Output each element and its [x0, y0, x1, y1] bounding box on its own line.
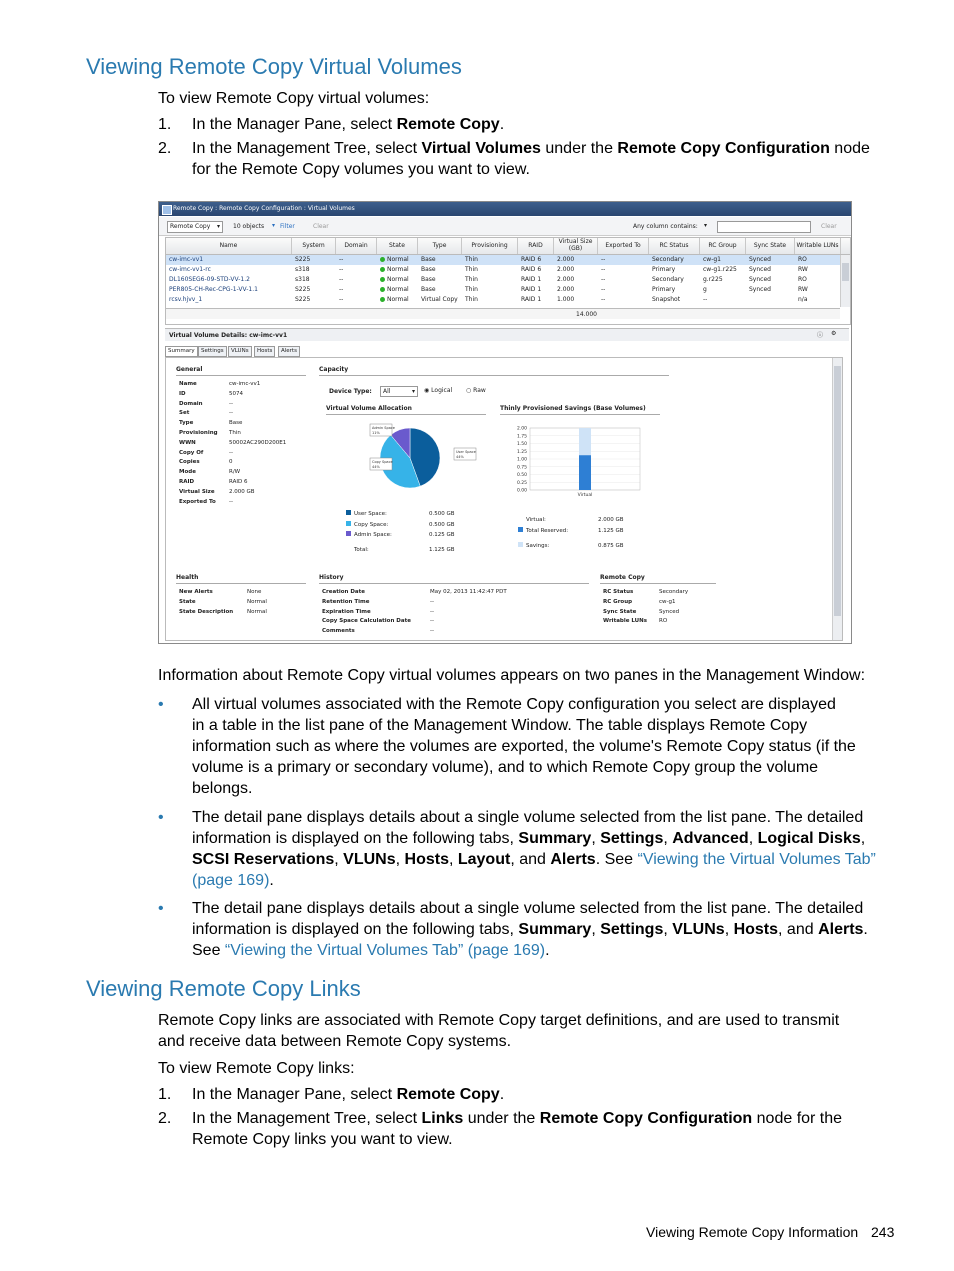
- device-type-label: Device Type:: [329, 388, 372, 395]
- page-number: 243: [871, 1224, 895, 1240]
- tab-vluns[interactable]: VLUNs: [228, 346, 252, 357]
- col-state[interactable]: State: [377, 238, 418, 254]
- table-cell: RW: [798, 266, 808, 273]
- table-cell: cw-g1: [703, 256, 721, 263]
- status-ok-icon: [380, 297, 385, 302]
- clear-search-button[interactable]: Clear: [821, 223, 837, 230]
- table-cell: Normal: [380, 255, 409, 265]
- table-cell: RAID 6: [521, 266, 542, 273]
- window-title: Remote Copy : Remote Copy Configuration : Virtual Volumes: [173, 205, 355, 212]
- detail-field: [322, 598, 434, 608]
- table-cell: Normal: [380, 265, 409, 275]
- table-cell: n/a: [798, 296, 808, 303]
- vva-heading: Virtual Volume Allocation: [326, 405, 486, 415]
- volume-table: [165, 237, 851, 325]
- table-row[interactable]: [166, 265, 840, 275]
- management-window-screenshot: [158, 201, 852, 644]
- table-cell: RAID 1: [521, 286, 542, 293]
- table-cell: 2.000: [557, 266, 575, 273]
- table-cell: RAID 1: [521, 276, 542, 283]
- legend-label: User Space:: [354, 511, 387, 517]
- table-cell: rcsv.hjvv_1: [169, 296, 203, 303]
- bullet-3: The detail pane displays details about a single volume selected from the list pane. The detailed information is displayed on the following tabs, Summary, Settings, VLUNs, Hosts, and Alerts. See “Viewing the Virtual Volumes Tab” (page 169).: [192, 900, 868, 959]
- vv-intro: To view Remote Copy virtual volumes:: [158, 90, 430, 107]
- y-tick-label: 1.25: [516, 449, 527, 455]
- field-value: --: [229, 449, 233, 456]
- bar-segment: [579, 428, 591, 455]
- general-heading: General: [176, 366, 306, 376]
- table-cell: --: [601, 266, 606, 273]
- capacity-heading: Capacity: [319, 366, 669, 376]
- field-label: Virtual Size: [179, 488, 215, 495]
- step-number: 2.: [158, 1110, 172, 1127]
- table-cell: --: [601, 286, 606, 293]
- table-cell: Base: [421, 276, 436, 283]
- table-cell: s318: [295, 276, 310, 283]
- settings-icon[interactable]: ⚙: [831, 330, 837, 337]
- table-cell: Primary: [652, 266, 676, 273]
- legend-label: Total Reserved:: [526, 527, 569, 534]
- table-cell: --: [601, 276, 606, 283]
- tps-heading: Thinly Provisioned Savings (Base Volumes): [500, 405, 660, 415]
- bullet-icon: •: [158, 696, 164, 713]
- y-tick-label: 0.25: [516, 480, 527, 486]
- table-cell: Thin: [465, 286, 478, 293]
- table-cell: Base: [421, 256, 436, 263]
- field-value: --: [430, 598, 434, 605]
- bullet-2: The detail pane displays details about a single volume selected from the list pane. The detailed information is displayed on the following tabs, Summary, Settings, Advanced, Logical Disks, SCSI Reservations, VLUNs, Hosts, Layout, and Alerts. See “Viewing the Virtual Volumes Tab” (page 169).: [192, 809, 876, 889]
- search-input[interactable]: [717, 221, 811, 233]
- tab-summary[interactable]: Summary: [165, 346, 198, 357]
- field-label: RC Status: [603, 589, 634, 595]
- legend-swatch: [346, 510, 351, 515]
- detail-field: [179, 380, 260, 390]
- field-label: Copies: [179, 459, 200, 466]
- history-heading: History: [319, 574, 589, 584]
- table-body: [166, 255, 840, 307]
- legend-swatch: [346, 521, 351, 526]
- field-label: Creation Date: [322, 589, 365, 595]
- col-virtual-size[interactable]: Virtual Size (GB): [554, 238, 598, 254]
- links-intro: To view Remote Copy links:: [158, 1060, 355, 1077]
- field-value: Thin: [229, 430, 241, 436]
- table-cell: --: [339, 286, 344, 293]
- app-icon: [162, 205, 172, 215]
- table-cell: Normal: [380, 285, 409, 295]
- chevron-down-icon: ▾: [216, 223, 220, 230]
- field-value: 2.000 GB: [229, 488, 255, 495]
- field-label: Sync State: [603, 608, 637, 615]
- legend-value: 0.500 GB: [429, 511, 455, 517]
- detail-field: [179, 498, 233, 508]
- detail-content: [165, 357, 843, 641]
- legend-swatch: [518, 542, 523, 547]
- field-value: cw-g1: [659, 598, 676, 605]
- y-tick-label: 1.00: [516, 457, 527, 463]
- legend-value: 1.125 GB: [598, 527, 624, 534]
- detail-field: [179, 429, 241, 439]
- detail-field: [322, 608, 434, 618]
- clear-button[interactable]: Clear: [313, 223, 329, 230]
- detail-tabs: [165, 346, 825, 357]
- table-cell: --: [339, 296, 344, 303]
- field-value: Base: [229, 420, 243, 427]
- field-label: Name: [179, 381, 197, 387]
- pie-callout-label: 11%: [372, 431, 380, 435]
- table-cell: RO: [798, 256, 807, 263]
- y-tick-label: 1.50: [516, 442, 527, 447]
- legend-label: Savings:: [526, 543, 550, 549]
- pie-callout-label: Copy Space: [372, 460, 393, 464]
- table-cell: --: [339, 256, 344, 263]
- legend-label: Admin Space:: [354, 532, 392, 538]
- pie-callout-label: Admin Space: [372, 426, 395, 430]
- detail-scrollbar[interactable]: [832, 358, 842, 640]
- vv-step-1: In the Manager Pane, select Remote Copy.: [192, 116, 505, 133]
- detail-field: [179, 588, 261, 598]
- y-tick-label: 0.00: [516, 488, 527, 494]
- view-dropdown[interactable]: Remote Copy ▾: [167, 221, 223, 233]
- legend-swatch: [518, 527, 523, 532]
- vv-step-2: In the Management Tree, select Virtual Volumes under the Remote Copy Configuration node for the Remote Copy volumes you want to view.: [192, 140, 870, 178]
- col-system[interactable]: System: [292, 238, 336, 254]
- detail-field: [603, 598, 676, 608]
- field-label: Copy Of: [179, 449, 204, 456]
- table-cell: g.r225: [703, 276, 723, 283]
- legend-entry: [518, 527, 624, 537]
- scroll-thumb[interactable]: [834, 366, 841, 616]
- field-value: Normal: [247, 608, 267, 615]
- detail-field: [179, 400, 233, 410]
- field-label: Domain: [179, 400, 203, 407]
- status-ok-icon: [380, 277, 385, 282]
- detail-field: [179, 439, 286, 449]
- table-cell: s318: [295, 266, 310, 273]
- field-value: RAID 6: [229, 479, 248, 485]
- legend-label: Virtual:: [526, 517, 546, 523]
- col-domain[interactable]: Domain: [336, 238, 377, 254]
- col-rc-group[interactable]: RC Group: [700, 238, 746, 254]
- field-value: 5074: [229, 390, 243, 397]
- col-writable-luns[interactable]: Writable LUNs: [795, 238, 841, 254]
- object-count: 10 objects: [233, 223, 265, 230]
- step-number: 1.: [158, 1086, 172, 1103]
- table-cell: PER805-CH-Rec-CPG-1-VV-1.1: [169, 286, 258, 293]
- filter-button[interactable]: Filter: [280, 223, 295, 230]
- field-value: --: [229, 400, 233, 407]
- legend-label: Total:: [354, 546, 369, 553]
- table-cell: RO: [798, 276, 807, 283]
- detail-field: [322, 588, 507, 598]
- pie-callout-label: 44%: [456, 455, 464, 459]
- field-label: Writable LUNs: [603, 618, 648, 625]
- detail-title: Virtual Volume Details: cw-imc-vv1: [169, 332, 288, 339]
- field-value: cw-imc-vv1: [229, 381, 261, 387]
- col-raid[interactable]: RAID: [518, 238, 554, 254]
- detail-field: [179, 608, 267, 618]
- chevron-down-icon: ▾: [411, 388, 415, 395]
- section-title-links: Viewing Remote Copy Links: [86, 976, 361, 1001]
- x-tick-label: Virtual: [577, 493, 593, 498]
- table-cell: Secondary: [652, 276, 684, 283]
- field-label: Type: [179, 420, 194, 427]
- window-titlebar: [159, 202, 851, 216]
- table-cell: Snapshot: [652, 296, 681, 303]
- table-cell: RW: [798, 286, 808, 293]
- virtual-volumes-tab-link[interactable]: “Viewing the Virtual Volumes Tab”: [637, 851, 876, 868]
- detail-field: [179, 468, 240, 478]
- table-cell: cw-imc-vv1-rc: [169, 266, 211, 273]
- bullet-1: All virtual volumes associated with the Remote Copy configuration you select are displayed in a table in the list pane of the Management Window. The table displays Remote Copy information such as where the volumes are exported, the volume's Remote Copy status (if the volume is a primary or secondary volume), and to which Remote Copy group the volume belongs.: [192, 696, 856, 797]
- table-cell: --: [703, 296, 708, 303]
- bullet-icon: •: [158, 900, 164, 917]
- detail-field: [603, 608, 679, 618]
- table-header: [166, 238, 850, 255]
- table-cell: Base: [421, 286, 436, 293]
- filter-icon[interactable]: ▾: [272, 222, 276, 229]
- field-label: Provisioning: [179, 430, 218, 436]
- health-heading: Health: [176, 574, 306, 584]
- table-cell: Synced: [749, 286, 771, 293]
- col-sync-state[interactable]: Sync State: [746, 238, 795, 254]
- detail-field: [179, 409, 233, 419]
- legend-label: Copy Space:: [354, 521, 389, 528]
- field-value: R/W: [229, 469, 241, 476]
- table-cell: S225: [295, 296, 311, 303]
- table-cell: Synced: [749, 256, 771, 263]
- radio-logical[interactable]: ◉ Logical: [424, 387, 453, 394]
- col-type[interactable]: Type: [418, 238, 462, 254]
- table-cell: 1.000: [557, 296, 575, 303]
- allocation-pie-chart: [352, 418, 476, 498]
- field-value: 50002AC290D200E1: [229, 439, 287, 446]
- remote-copy-heading: Remote Copy: [600, 574, 716, 584]
- toolbar: [159, 217, 851, 236]
- table-cell: Base: [421, 266, 436, 273]
- col-rc-status[interactable]: RC Status: [649, 238, 700, 254]
- table-row[interactable]: [166, 295, 840, 305]
- col-exported-to[interactable]: Exported To: [598, 238, 649, 254]
- scroll-thumb[interactable]: [842, 263, 849, 281]
- y-tick-label: 2.00: [516, 426, 527, 432]
- field-value: Normal: [247, 598, 267, 605]
- field-label: Retention Time: [322, 598, 370, 605]
- field-label: Set: [179, 410, 190, 417]
- table-cell: 2.000: [557, 276, 575, 283]
- detail-field: [179, 390, 243, 400]
- field-label: Comments: [322, 628, 355, 635]
- detail-field: [603, 617, 667, 627]
- field-label: RAID: [179, 479, 195, 485]
- legend-swatch: [518, 516, 523, 521]
- legend-entry: [346, 510, 455, 520]
- bar-segment: [579, 455, 591, 490]
- tab-settings[interactable]: Settings: [198, 346, 227, 357]
- legend-value: 2.000 GB: [598, 517, 624, 523]
- field-label: WWN: [179, 439, 196, 446]
- field-value: --: [430, 608, 434, 615]
- detail-field: [179, 458, 233, 468]
- bullet-icon: •: [158, 809, 164, 826]
- table-cell: Synced: [749, 266, 771, 273]
- status-ok-icon: [380, 267, 385, 272]
- legend-value: 0.500 GB: [429, 521, 455, 528]
- step-number: 2.: [158, 140, 172, 157]
- total-virtual-size: 14.000: [576, 311, 597, 318]
- table-cell: DL160SEG6-09-STD-VV-1.2: [169, 276, 250, 283]
- field-label: Expiration Time: [322, 608, 371, 615]
- field-value: 0: [229, 459, 233, 466]
- step-number: 1.: [158, 116, 172, 133]
- table-cell: Virtual Copy: [421, 296, 458, 303]
- field-label: ID: [179, 390, 186, 397]
- device-type-select[interactable]: All ▾: [380, 386, 418, 397]
- table-cell: Thin: [465, 266, 478, 273]
- detail-field: [179, 598, 267, 608]
- field-value: --: [229, 410, 233, 417]
- savings-bar-chart: [500, 418, 680, 503]
- legend-entry: [518, 516, 624, 526]
- info-paragraph: Information about Remote Copy virtual volumes appears on two panes in the Management Window:: [158, 667, 866, 684]
- detail-field: [179, 488, 255, 498]
- field-value: --: [430, 628, 434, 635]
- links-paragraph: Remote Copy links are associated with Remote Copy target definitions, and are used to transmit and receive data between Remote Copy systems.: [158, 1012, 840, 1050]
- field-label: State Description: [179, 608, 234, 615]
- detail-field: [179, 419, 242, 429]
- field-label: New Alerts: [179, 589, 213, 595]
- radio-raw[interactable]: ○ Raw: [466, 387, 486, 394]
- field-label: Copy Space Calculation Date: [322, 618, 411, 625]
- virtual-volumes-tab-link[interactable]: “Viewing the Virtual Volumes Tab” (page 169): [224, 942, 546, 959]
- table-cell: cw-g1.r225: [703, 266, 737, 273]
- field-label: Exported To: [179, 498, 216, 505]
- pie-callout-label: 44%: [372, 465, 380, 469]
- table-cell: g: [703, 286, 707, 293]
- table-row[interactable]: [166, 275, 840, 285]
- field-value: --: [430, 618, 434, 625]
- legend-swatch: [346, 531, 351, 536]
- legend-entry: [518, 542, 624, 552]
- table-cell: S225: [295, 286, 311, 293]
- field-value: RO: [659, 618, 668, 625]
- table-cell: 2.000: [557, 256, 575, 263]
- section-title-virtual-volumes: Viewing Remote Copy Virtual Volumes: [86, 54, 462, 79]
- table-cell: Thin: [465, 296, 478, 303]
- field-value: None: [247, 589, 262, 595]
- tab-alerts[interactable]: Alerts: [278, 346, 300, 357]
- legend-value: 0.125 GB: [429, 532, 455, 538]
- detail-field: [603, 588, 688, 598]
- detail-field: [322, 627, 434, 637]
- y-tick-label: 0.50: [516, 473, 527, 478]
- field-value: May 02, 2013 11:42:47 PDT: [430, 589, 507, 595]
- table-scrollbar[interactable]: [840, 255, 850, 307]
- page-169-link[interactable]: (page 169): [192, 872, 270, 889]
- table-total-row: [166, 308, 840, 319]
- table-cell: Secondary: [652, 256, 684, 263]
- links-step-2: In the Management Tree, select Links under the Remote Copy Configuration node for the Remote Copy links you want to view.: [192, 1110, 843, 1148]
- legend-value: 0.875 GB: [598, 543, 624, 549]
- y-tick-label: 1.75: [516, 434, 527, 440]
- links-step-1: In the Manager Pane, select Remote Copy.: [192, 1086, 505, 1103]
- legend-value: 1.125 GB: [429, 546, 455, 553]
- footer-text: Viewing Remote Copy Information: [646, 1224, 859, 1240]
- table-cell: --: [601, 256, 606, 263]
- detail-field: [179, 478, 247, 488]
- table-cell: --: [601, 296, 606, 303]
- legend-entry: [346, 546, 455, 556]
- field-value: Synced: [659, 608, 680, 615]
- table-cell: RAID 6: [521, 256, 542, 263]
- field-value: Secondary: [659, 589, 689, 595]
- col-provisioning[interactable]: Provisioning: [462, 238, 518, 254]
- table-cell: --: [339, 276, 344, 283]
- table-cell: 2.000: [557, 286, 575, 293]
- help-icon[interactable]: ⓘ: [817, 332, 824, 339]
- status-ok-icon: [380, 287, 385, 292]
- table-cell: Primary: [652, 286, 676, 293]
- field-label: RC Group: [603, 598, 633, 605]
- table-cell: --: [339, 266, 344, 273]
- table-cell: Normal: [380, 295, 409, 305]
- field-label: Mode: [179, 469, 196, 476]
- field-label: State: [179, 598, 196, 605]
- table-cell: Thin: [465, 276, 478, 283]
- table-row[interactable]: [166, 285, 840, 295]
- field-value: --: [229, 498, 233, 505]
- table-cell: RAID 1: [521, 296, 542, 303]
- detail-header: [165, 328, 849, 341]
- table-cell: cw-imc-vv1: [169, 256, 204, 263]
- chevron-down-icon[interactable]: ▾: [704, 222, 708, 229]
- detail-field: [179, 449, 233, 459]
- tab-hosts[interactable]: Hosts: [254, 346, 275, 357]
- table-cell: S225: [295, 256, 311, 263]
- table-cell: Normal: [380, 275, 409, 285]
- table-cell: Thin: [465, 256, 478, 263]
- pie-callout-label: User Space: [456, 450, 476, 454]
- table-row[interactable]: [166, 255, 840, 265]
- any-column-label: Any column contains:: [633, 223, 698, 230]
- legend-entry: [346, 531, 455, 541]
- detail-field: [322, 617, 434, 627]
- y-tick-label: 0.75: [516, 465, 527, 471]
- status-ok-icon: [380, 257, 385, 262]
- legend-entry: [346, 521, 455, 531]
- col-name[interactable]: Name: [166, 238, 292, 254]
- table-cell: Synced: [749, 276, 771, 283]
